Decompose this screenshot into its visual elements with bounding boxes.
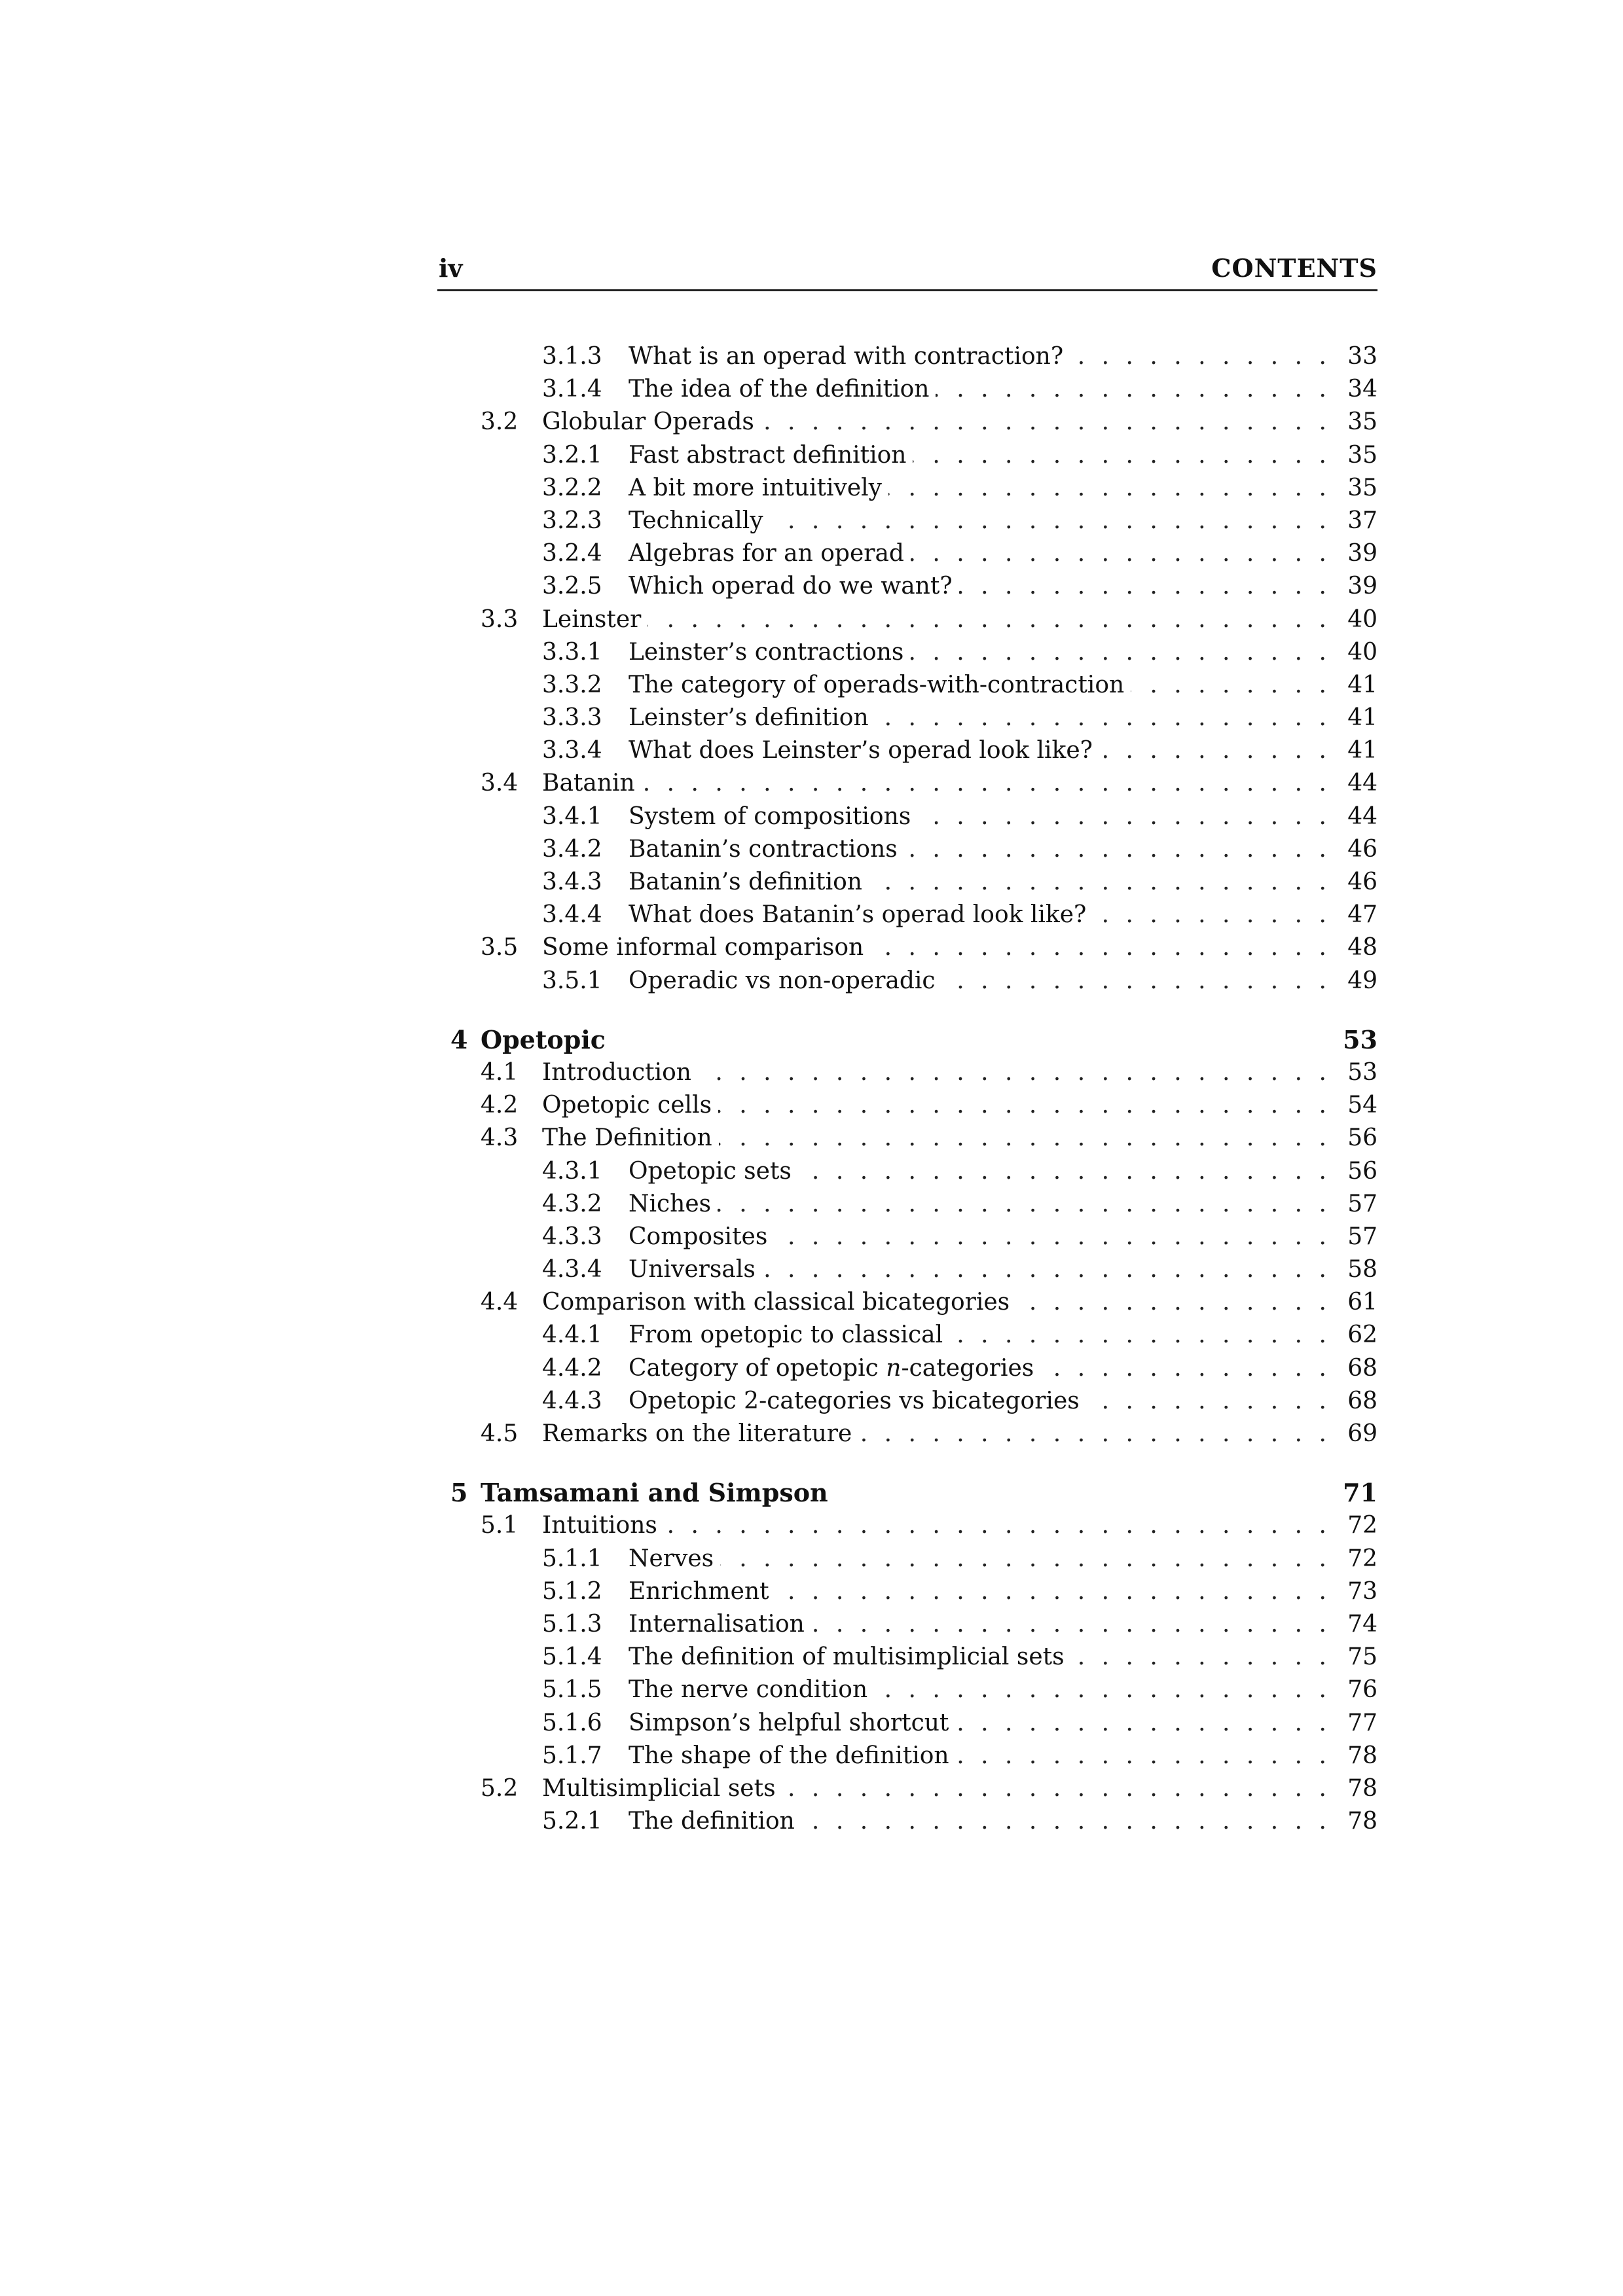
entry-title: Comparison with classical bicategories	[542, 1289, 1016, 1316]
entry-title: System of compositions	[629, 803, 917, 830]
entry-page-number: 61	[1347, 1289, 1377, 1316]
entry-number: 3.3	[481, 605, 519, 633]
entry-title: Composites	[629, 1223, 774, 1250]
entry-title: Nerves	[629, 1545, 720, 1572]
entry-title: Opetopic cells	[542, 1092, 718, 1119]
entry-page-number: 71	[1343, 1478, 1377, 1508]
entry-title: Leinster’s contractions	[629, 639, 910, 666]
entry-title: Remarks on the literature	[542, 1420, 858, 1447]
entry-page-number: 72	[1347, 1545, 1377, 1572]
toc-subsection-entry[interactable]	[437, 373, 1377, 406]
entry-number: 3.1.4	[542, 376, 602, 403]
entry-title: The definition of multisimplicial sets	[629, 1643, 1071, 1670]
entry-page-number: 78	[1347, 1808, 1377, 1835]
toc-subsection-entry[interactable]	[437, 1608, 1377, 1641]
entry-number: 5.1.7	[542, 1742, 602, 1769]
entry-number: 3.2.1	[542, 441, 602, 469]
toc-subsection-entry[interactable]	[437, 1740, 1377, 1772]
entry-page-number: 35	[1347, 474, 1377, 501]
toc-subsection-entry[interactable]	[437, 1543, 1377, 1575]
entry-page-number: 37	[1347, 507, 1377, 534]
toc-subsection-entry[interactable]	[437, 636, 1377, 669]
entry-page-number: 74	[1347, 1610, 1377, 1638]
entry-title-container	[542, 1418, 858, 1450]
toc-subsection-entry[interactable]	[437, 965, 1377, 997]
entry-page-number: 39	[1347, 573, 1377, 600]
toc-subsection-entry[interactable]	[437, 1641, 1377, 1674]
entry-title-container	[629, 1352, 1040, 1385]
entry-page-number: 47	[1347, 901, 1377, 929]
entry-number: 5.1.3	[542, 1610, 602, 1638]
entry-number: 5.1.1	[542, 1545, 602, 1572]
entry-title: Internalisation	[629, 1611, 811, 1638]
entry-number: 3.4.3	[542, 869, 602, 895]
entry-title-container	[629, 734, 1099, 767]
entry-number: 3.4.4	[542, 901, 602, 929]
entry-title: Opetopic sets	[629, 1158, 798, 1185]
entry-page-number: 57	[1347, 1190, 1377, 1217]
entry-title-container	[629, 340, 1070, 373]
entry-title-container	[629, 1319, 949, 1352]
entry-title-container	[629, 570, 959, 603]
entry-page-number: 75	[1347, 1643, 1377, 1671]
toc-chapter-entry[interactable]	[437, 1477, 1377, 1509]
entry-number: 4.4.1	[542, 1321, 602, 1349]
toc-subsection-entry[interactable]	[437, 1385, 1377, 1418]
toc-subsection-entry[interactable]	[437, 1805, 1377, 1838]
toc-subsection-entry[interactable]	[437, 734, 1377, 767]
entry-title: Opetopic	[481, 1025, 612, 1054]
entry-title: Leinster	[542, 606, 647, 633]
entry-title: Enrichment	[629, 1578, 776, 1605]
entry-title: What is an operad with contraction?	[629, 343, 1070, 370]
entry-title-container	[629, 866, 869, 899]
toc-subsection-entry[interactable]	[437, 833, 1377, 866]
toc-subsection-entry[interactable]	[437, 537, 1377, 570]
entry-number: 3.2.3	[542, 507, 602, 534]
entry-title-container	[629, 1641, 1071, 1674]
toc-subsection-entry[interactable]	[437, 702, 1377, 734]
entry-title-container	[629, 899, 1093, 931]
entry-title-container	[542, 1056, 698, 1089]
toc-subsection-entry[interactable]	[437, 669, 1377, 702]
entry-title: Category of opetopic n-categories	[629, 1355, 1040, 1382]
entry-title: Operadic vs non-operadic	[629, 967, 942, 994]
entry-title: The shape of the definition	[629, 1742, 956, 1769]
entry-number: 3.3.2	[542, 671, 602, 698]
toc-chapter-entry[interactable]	[437, 1024, 1377, 1056]
entry-title-container	[542, 1286, 1016, 1319]
entry-title-container	[542, 767, 642, 800]
entry-page-number: 46	[1347, 869, 1377, 895]
entry-page-number: 39	[1347, 540, 1377, 567]
entry-number: 3.2	[481, 408, 519, 436]
entry-page-number: 77	[1347, 1709, 1377, 1736]
entry-title-container	[629, 1674, 874, 1706]
entry-page-number: 76	[1347, 1676, 1377, 1704]
entry-page-number: 46	[1347, 835, 1377, 863]
entry-number: 3.4.2	[542, 835, 602, 863]
entry-title: Fast abstract definition	[629, 442, 913, 469]
entry-title-container	[481, 1477, 835, 1509]
toc-section-entry[interactable]	[437, 931, 1377, 964]
entry-title-container	[629, 1188, 718, 1221]
toc-section-entry[interactable]	[437, 1122, 1377, 1155]
entry-title-container	[629, 669, 1131, 702]
toc-subsection-entry[interactable]	[437, 1674, 1377, 1706]
entry-page-number: 44	[1347, 802, 1377, 830]
entry-page-number: 62	[1347, 1321, 1377, 1349]
entry-page-number: 48	[1347, 934, 1377, 961]
entry-number: 3.3.1	[542, 638, 602, 666]
entry-page-number: 53	[1343, 1024, 1377, 1054]
entry-number: 5.1.6	[542, 1709, 602, 1736]
entry-page-number: 35	[1347, 408, 1377, 436]
toc-subsection-entry[interactable]	[437, 800, 1377, 833]
entry-number: 4	[450, 1024, 468, 1054]
entry-page-number: 78	[1347, 1742, 1377, 1769]
entry-title-container	[629, 965, 942, 997]
entry-title-container	[629, 1221, 774, 1253]
entry-title: Opetopic 2-categories vs bicategories	[629, 1388, 1086, 1414]
entry-title-container	[629, 1740, 956, 1772]
entry-number: 3.2.4	[542, 540, 602, 567]
entry-title: The Definition	[542, 1124, 719, 1151]
entry-title-container	[542, 1509, 664, 1542]
entry-title-container	[629, 472, 888, 505]
entry-number: 4.4.3	[542, 1387, 602, 1414]
dot-leader	[629, 1188, 1326, 1221]
entry-title: Which operad do we want?	[629, 573, 959, 600]
entry-page-number: 56	[1347, 1157, 1377, 1185]
entry-number: 3.2.2	[542, 474, 602, 501]
entry-title: Technically	[629, 507, 770, 534]
entry-title: The definition	[629, 1808, 801, 1835]
entry-page-number: 41	[1347, 737, 1377, 764]
entry-page-number: 40	[1347, 605, 1377, 633]
entry-number: 5.1.2	[542, 1577, 602, 1605]
entry-number: 4.4.2	[542, 1354, 602, 1382]
running-header	[437, 247, 1377, 291]
entry-number: 3.5.1	[542, 967, 602, 994]
entry-title: Intuitions	[542, 1512, 664, 1539]
entry-page-number: 53	[1347, 1058, 1377, 1086]
entry-title: Tamsamani and Simpson	[481, 1478, 835, 1507]
entry-page-number: 49	[1347, 967, 1377, 994]
toc-subsection-entry[interactable]	[437, 899, 1377, 931]
entry-number: 5.2	[481, 1774, 519, 1802]
entry-title: The idea of the definition	[629, 376, 936, 403]
toc-section-entry[interactable]	[437, 1089, 1377, 1122]
entry-title: The nerve condition	[629, 1676, 874, 1703]
entry-title-container	[629, 636, 910, 669]
entry-title-container	[629, 1543, 720, 1575]
toc-section-entry[interactable]	[437, 1056, 1377, 1089]
entry-page-number: 68	[1347, 1354, 1377, 1382]
running-title: CONTENTS	[1211, 253, 1377, 283]
toc-section-entry[interactable]	[437, 603, 1377, 636]
entry-number: 4.5	[481, 1420, 519, 1447]
entry-number: 3.5	[481, 934, 519, 961]
entry-page-number: 68	[1347, 1387, 1377, 1414]
toc-subsection-entry[interactable]	[437, 505, 1377, 537]
toc-section-entry[interactable]	[437, 1286, 1377, 1319]
entry-title: Globular Operads	[542, 408, 761, 435]
dot-leader	[542, 603, 1326, 636]
entry-page-number: 69	[1347, 1420, 1377, 1447]
entry-page-number: 54	[1347, 1092, 1377, 1119]
entry-title: Leinster’s definition	[629, 704, 875, 731]
entry-title: A bit more intuitively	[629, 475, 888, 501]
toc-subsection-entry[interactable]	[437, 340, 1377, 373]
toc-subsection-entry[interactable]	[437, 1155, 1377, 1188]
entry-title: What does Leinster’s operad look like?	[629, 737, 1099, 764]
entry-page-number: 78	[1347, 1774, 1377, 1802]
entry-page-number: 57	[1347, 1223, 1377, 1250]
entry-number: 5	[450, 1478, 468, 1508]
toc-subsection-entry[interactable]	[437, 1707, 1377, 1740]
entry-title-container	[542, 1089, 718, 1122]
entry-number: 4.3.1	[542, 1157, 602, 1185]
page-number: iv	[439, 253, 463, 283]
entry-page-number: 72	[1347, 1512, 1377, 1539]
entry-title: Simpson’s helpful shortcut	[629, 1710, 955, 1736]
entry-page-number: 35	[1347, 441, 1377, 469]
entry-title-container	[629, 1155, 798, 1188]
entry-number: 5.1.5	[542, 1676, 602, 1704]
chapter-spacer	[437, 1450, 1377, 1477]
entry-title-container	[629, 1253, 762, 1286]
entry-page-number: 34	[1347, 376, 1377, 403]
entry-number: 4.1	[481, 1058, 519, 1086]
entry-title: Some informal comparison	[542, 934, 870, 961]
toc-subsection-entry[interactable]	[437, 1575, 1377, 1608]
entry-page-number: 41	[1347, 704, 1377, 732]
entry-title-container	[629, 439, 913, 472]
entry-title-container	[629, 1707, 955, 1740]
entry-title: Universals	[629, 1256, 762, 1283]
toc-section-entry[interactable]	[437, 1418, 1377, 1450]
entry-page-number: 40	[1347, 638, 1377, 666]
entry-number: 4.3.2	[542, 1190, 602, 1217]
toc-subsection-entry[interactable]	[437, 1221, 1377, 1253]
entry-title: Niches	[629, 1191, 718, 1217]
entry-number: 3.1.3	[542, 343, 602, 370]
toc-section-entry[interactable]	[437, 1772, 1377, 1805]
entry-title-container	[542, 1772, 782, 1805]
entry-number: 5.1.4	[542, 1643, 602, 1671]
entry-number: 4.3.4	[542, 1256, 602, 1283]
entry-title-container	[629, 1608, 811, 1641]
toc-subsection-entry[interactable]	[437, 866, 1377, 899]
entry-title: Batanin’s definition	[629, 869, 869, 895]
entry-page-number: 73	[1347, 1577, 1377, 1605]
toc-subsection-entry[interactable]	[437, 472, 1377, 505]
entry-number: 5.1	[481, 1512, 519, 1539]
entry-title-container	[629, 1575, 776, 1608]
entry-title-container	[542, 406, 761, 439]
entry-title-container	[629, 537, 911, 570]
toc-section-entry[interactable]	[437, 406, 1377, 439]
toc-subsection-entry[interactable]	[437, 570, 1377, 603]
table-of-contents	[437, 340, 1377, 1838]
entry-title-container	[481, 1024, 612, 1056]
entry-number: 3.2.5	[542, 573, 602, 600]
entry-title: Algebras for an operad	[629, 540, 911, 567]
entry-title: Introduction	[542, 1059, 698, 1086]
entry-title-container	[629, 702, 875, 734]
dot-leader	[629, 1543, 1326, 1575]
entry-number: 3.4	[481, 770, 519, 797]
entry-title-container	[629, 833, 904, 866]
chapter-spacer	[437, 997, 1377, 1024]
toc-section-entry[interactable]	[437, 767, 1377, 800]
entry-title-container	[629, 1805, 801, 1838]
entry-page-number: 41	[1347, 671, 1377, 698]
entry-number: 4.2	[481, 1092, 519, 1119]
entry-page-number: 44	[1347, 770, 1377, 797]
entry-page-number: 56	[1347, 1124, 1377, 1152]
entry-title-container	[629, 800, 917, 833]
entry-title-container	[629, 505, 770, 537]
entry-title-container	[542, 931, 870, 964]
entry-number: 5.2.1	[542, 1808, 602, 1835]
toc-subsection-entry[interactable]	[437, 1253, 1377, 1286]
entry-number: 3.4.1	[542, 802, 602, 830]
dot-leader	[542, 767, 1326, 800]
entry-page-number: 33	[1347, 343, 1377, 370]
entry-number: 3.3.3	[542, 704, 602, 732]
entry-number: 4.4	[481, 1289, 519, 1316]
toc-subsection-entry[interactable]	[437, 1319, 1377, 1352]
entry-title: From opetopic to classical	[629, 1321, 949, 1348]
entry-title: The category of operads-with-contraction	[629, 672, 1131, 698]
entry-number: 4.3	[481, 1124, 519, 1152]
entry-title: Batanin	[542, 770, 642, 797]
toc-subsection-entry[interactable]	[437, 439, 1377, 472]
entry-title-container	[542, 1122, 719, 1155]
entry-page-number: 58	[1347, 1256, 1377, 1283]
entry-title-container	[629, 373, 936, 406]
toc-subsection-entry[interactable]	[437, 1352, 1377, 1385]
entry-title-container	[629, 1385, 1086, 1418]
entry-number: 4.3.3	[542, 1223, 602, 1250]
toc-section-entry[interactable]	[437, 1509, 1377, 1542]
entry-title: Batanin’s contractions	[629, 836, 904, 863]
toc-subsection-entry[interactable]	[437, 1188, 1377, 1221]
entry-title: Multisimplicial sets	[542, 1775, 782, 1802]
entry-title: What does Batanin’s operad look like?	[629, 901, 1093, 928]
entry-title-container	[542, 603, 647, 636]
entry-number: 3.3.4	[542, 737, 602, 764]
